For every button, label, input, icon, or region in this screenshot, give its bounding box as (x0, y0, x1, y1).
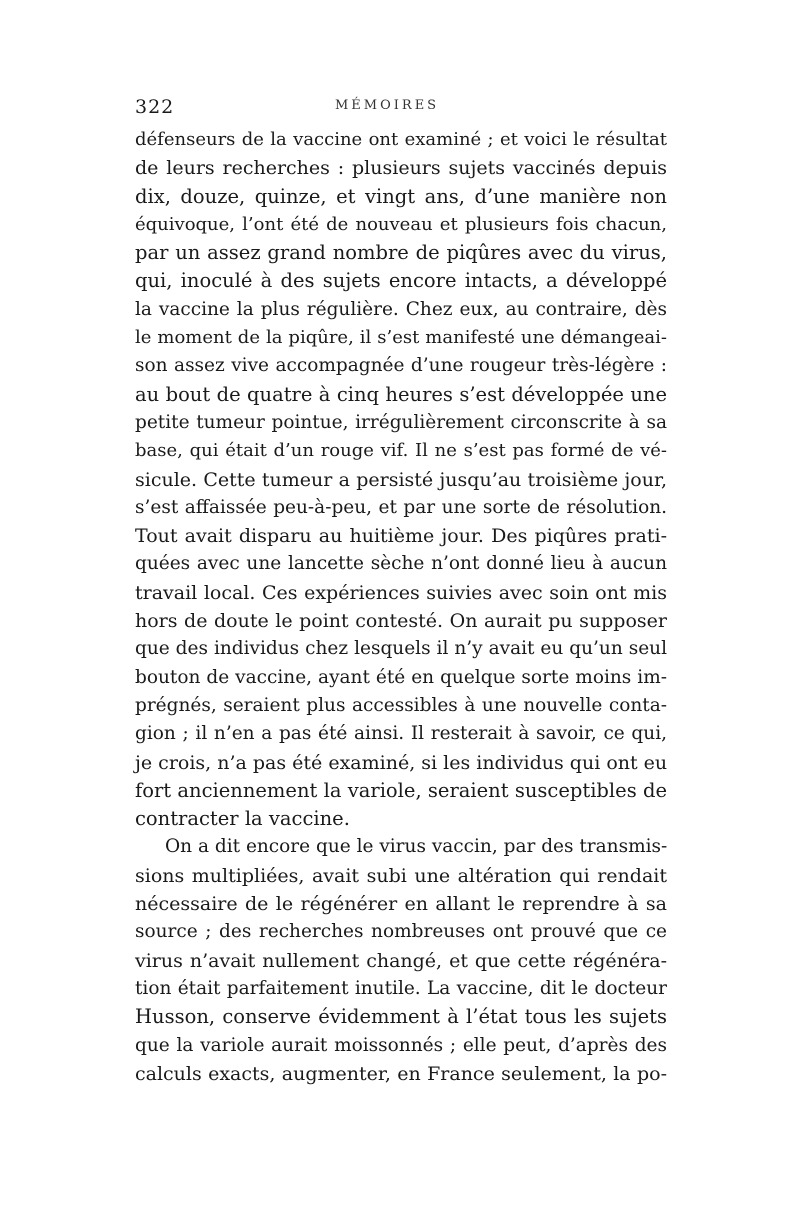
text-line: au bout de quatre à cinq heures s’est développée une (135, 382, 667, 406)
text-line: qui, inoculé à des sujets encore intacts, a développé (135, 269, 667, 293)
text-line: s’est affaissée peu-à-peu, et par une sorte de résolution. (135, 496, 667, 518)
text-line: contracter la vaccine. (135, 807, 350, 831)
text-line: le moment de la piqûre, il s’est manifesté une démangeai- (135, 327, 667, 349)
text-line: dix, douze, quinze, et vingt ans, d’une manière non (135, 184, 667, 208)
body-text (135, 126, 667, 1088)
text-line: la vaccine la plus régulière. Chez eux, au contraire, dès (135, 298, 667, 320)
text-line: Tout avait disparu au huitième jour. Des piqûres prati- (135, 525, 667, 548)
text-line: bouton de vaccine, ayant été en quelque sorte moins im- (135, 666, 667, 688)
text-line: hors de doute le point contesté. On aurait pu supposer (135, 610, 667, 633)
page-header (135, 96, 667, 120)
paragraph (135, 126, 667, 833)
text-line: tion était parfaitement inutile. La vaccine, dit le docteur (135, 977, 667, 999)
paragraph (135, 833, 667, 1088)
text-line: calculs exacts, augmenter, en France seulement, la po- (135, 1062, 667, 1085)
text-line: quées avec une lancette sèche n’ont donné lieu à aucun (135, 553, 667, 575)
text-line: défenseurs de la vaccine ont examiné ; et voici le résultat (135, 129, 667, 150)
running-head: MÉMOIRES (335, 98, 440, 113)
text-line: source ; des recherches nombreuses ont prouvé que ce (135, 921, 667, 943)
page-number: 322 (135, 96, 175, 118)
text-line: Husson, conserve évidemment à l’état tous les sujets (135, 1005, 667, 1029)
text-line: par un assez grand nombre de piqûres avec du virus, (135, 241, 667, 265)
text-line: équivoque, l’ont été de nouveau et plusieurs fois chacun, (135, 213, 667, 235)
text-line: que des individus chez lesquels il n’y avait eu qu’un seul (135, 638, 667, 660)
text-line: nécessaire de le régénérer en allant le reprendre à sa (135, 893, 667, 916)
text-line: virus n’avait nullement changé, et que cette régénéra- (135, 949, 667, 972)
text-line: de leurs recherches : plusieurs sujets vaccinés depuis (135, 157, 667, 180)
text-line: son assez vive accompagnée d’une rougeur très-légère : (135, 355, 667, 377)
text-line: prégnés, seraient plus accessibles à une nouvelle conta- (135, 694, 667, 716)
text-line: fort anciennement la variole, seraient susceptibles de (135, 778, 667, 802)
text-line: travail local. Ces expériences suivies avec soin ont mis (135, 581, 667, 604)
text-line: que la variole aurait moissonnés ; elle peut, d’après des (135, 1034, 667, 1056)
text-line: base, qui était d’un rouge vif. Il ne s’est pas formé de vé- (135, 440, 667, 462)
text-line: petite tumeur pointue, irrégulièrement circonscrite à sa (135, 411, 667, 433)
text-line: sions multipliées, avait subi une altération qui rendait (135, 864, 667, 887)
text-line: On a dit encore que le virus vaccin, par des transmis- (165, 836, 668, 858)
text-line: je crois, n’a pas été examiné, si les individus qui ont eu (135, 751, 668, 774)
text-line: gion ; il n’en a pas été ainsi. Il resterait à savoir, ce qui, (135, 723, 667, 745)
text-line: sicule. Cette tumeur a persisté jusqu’au troisième jour, (135, 468, 667, 491)
